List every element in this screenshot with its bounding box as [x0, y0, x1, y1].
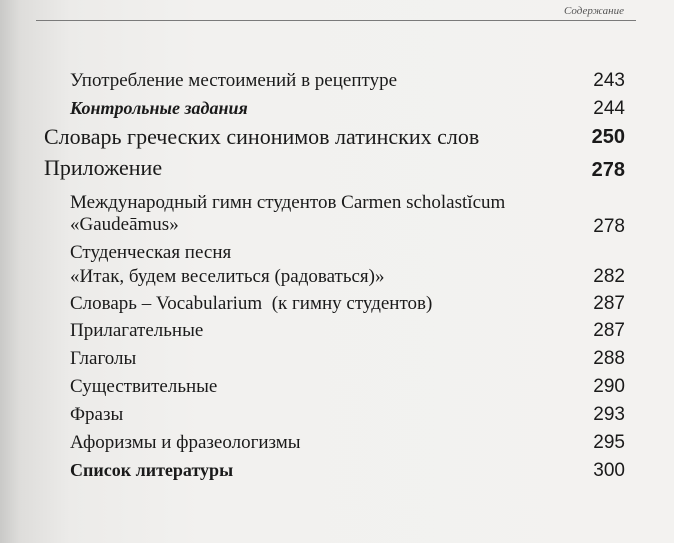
- toc-entry-page: 250: [591, 126, 625, 148]
- toc-entry-title: Фразы: [70, 404, 124, 425]
- toc-entry-page: 282: [593, 266, 625, 287]
- toc-entry-title: Прилагательные: [70, 320, 204, 341]
- toc-entry-page: 290: [593, 376, 625, 397]
- toc-entry[interactable]: [0, 460, 674, 484]
- toc-entry[interactable]: [0, 404, 674, 428]
- toc-entry-title: Приложение: [44, 155, 163, 180]
- toc-entry[interactable]: [0, 320, 674, 344]
- toc-entry-page: 287: [593, 293, 625, 314]
- toc-entry[interactable]: [0, 376, 674, 400]
- toc-entry-page: 288: [593, 348, 625, 369]
- toc-entry-title: Словарь – Vocabularium (к гимну студентов): [70, 293, 433, 314]
- toc-entry[interactable]: [0, 293, 674, 317]
- toc-entry-page: 293: [593, 404, 625, 425]
- toc-entry-page: 287: [593, 320, 625, 341]
- toc-entry-title: Существительные: [70, 376, 218, 397]
- toc-entry[interactable]: [0, 98, 674, 122]
- toc-entry-page: 244: [593, 98, 625, 119]
- toc-entry[interactable]: [0, 348, 674, 372]
- header-rule: [36, 20, 636, 21]
- toc-entry-page: 278: [591, 159, 625, 181]
- toc-entry-title-line2: «Gaudeāmus»: [70, 214, 179, 235]
- toc-entry-page: 295: [593, 432, 625, 453]
- toc-entry[interactable]: [0, 242, 674, 292]
- toc-entry-title: Афоризмы и фразеологизмы: [70, 432, 301, 453]
- toc-entry-title: Список литературы: [70, 460, 234, 480]
- toc-entry-page: 300: [593, 460, 625, 481]
- toc-entry[interactable]: [0, 192, 674, 240]
- toc-entry-title: Употребление местоимений в рецептуре: [70, 70, 397, 91]
- toc-entry-title: Словарь греческих синонимов латинских слов: [44, 124, 480, 149]
- toc-entry-title: Глаголы: [70, 348, 137, 369]
- running-head: Содержание: [563, 5, 624, 17]
- toc-entry[interactable]: [0, 124, 674, 152]
- toc-entry-page: 243: [593, 70, 625, 91]
- toc-entry-page: 278: [593, 216, 625, 237]
- toc-entry[interactable]: [0, 70, 674, 94]
- toc-entry[interactable]: [0, 155, 674, 185]
- toc-entry-title-line2: «Итак, будем веселиться (радоваться)»: [70, 266, 385, 287]
- toc-entry[interactable]: [0, 432, 674, 456]
- toc-entry-title-line1: Студенческая песня: [70, 242, 232, 263]
- toc-entry-title-line1: Международный гимн студентов Carmen scholastĭcum: [70, 192, 506, 213]
- toc-entry-title: Контрольные задания: [70, 98, 248, 118]
